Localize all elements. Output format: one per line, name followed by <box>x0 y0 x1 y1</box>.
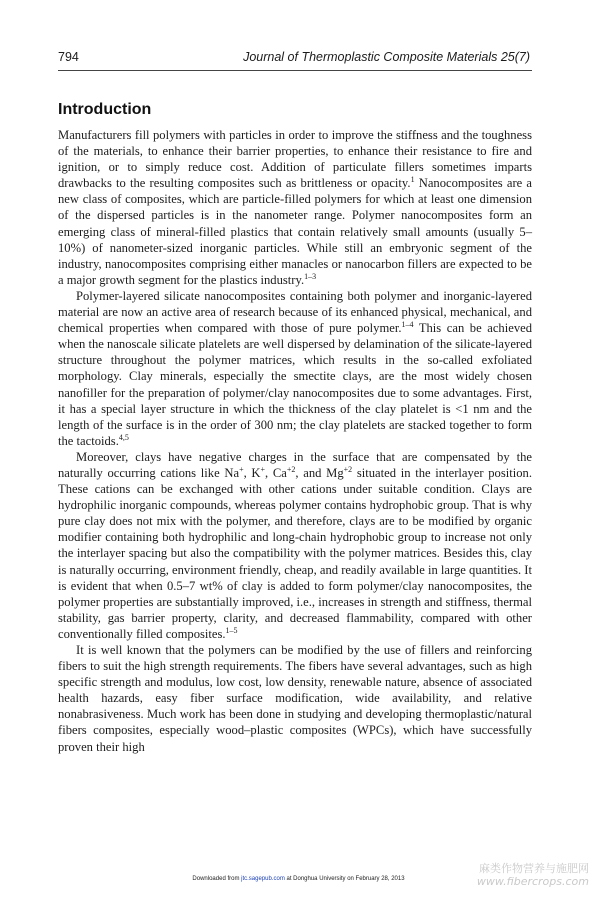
section-title: Introduction <box>58 101 152 118</box>
superscript: + <box>260 464 266 474</box>
paragraph-3 <box>58 449 532 642</box>
site-watermark <box>477 862 589 888</box>
superscript: +2 <box>286 464 296 474</box>
watermark-chinese: 麻类作物营养与施肥网 <box>479 862 589 875</box>
page-number: 794 <box>58 50 79 64</box>
superscript: + <box>239 464 244 474</box>
running-header <box>58 50 530 68</box>
text-run: , Ca <box>265 465 287 480</box>
text-run: , and Mg <box>295 465 344 480</box>
superscript: 1–3 <box>304 271 317 281</box>
paragraph-2 <box>58 288 532 449</box>
superscript: 1–5 <box>225 625 238 635</box>
paragraph-4 <box>58 642 532 755</box>
text-run: Manufacturers fill polymers with particles in order to improve the stiffness and the toughness of the materials, to enhance their barrier properties, to enhance their resistance to fire and ignition, or to simply reduce cost. Addition of particulate fillers sometimes imparts drawbacks to the resulting composites such as brittleness or opacity. <box>58 128 532 191</box>
superscript: +2 <box>343 464 353 474</box>
header-rule <box>58 70 532 71</box>
text-run: Polymer-layered silicate nanocomposites containing both polymer and inorganic-layered material are now an active area of research because of its enhanced physical, mechanical, and chemical properties when compared with those of pure polymer. <box>58 288 532 336</box>
text-run: This can be achieved when the nanoscale silicate platelets are well dispersed by delamination of the silicate-layered structure throughout the polymer matrices, which results in the so-called exfoliated morphology. Clay minerals, especially the smectite clays, are the most widely chosen nanofiller for the preparation of polymer/clay nanocomposites due to some advantages. First, it has a special layer structure in which the thickness of the clay platelet is <1 nm and the length of the surface is in the order of 300 nm; the clay platelets are stacked together to form the tactoids. <box>58 321 532 448</box>
text-run: It is well known that the polymers can be modified by the use of fillers and reinforcing fibers to suit the high strength requirements. The fibers have several advantages, such as high specific strength and modulus, low cost, low density, renewable nature, absence of associated health hazards, easy fiber surface modification, wide availability, and relative nonabrasiveness. Much work has been done in studying and developing thermoplastic/natural fibers composites, especially wood–plastic composites (WPCs), which have successfully proven their high <box>58 643 532 754</box>
footer-link[interactable]: jtc.sagepub.com <box>241 876 285 882</box>
text-run: situated in the interlayer position. These cations can be exchanged with other cations under suitable condition. Clays are hydrophilic inorganic compounds, whereas polymer contains hydrophobic group. That is why pure clay does not mix with the polymer, and therefore, clays are to be modified by organic modifier containing both hydrophilic and long-chain hydrophobic group to increase not only the interlayer spacing but also the compatibility with the polymer matrices. Besides this, clay is naturally occurring, environment friendly, cheap, and readily available in large quantities. It is evident that when 0.5–7 wt% of clay is added to form polymer/clay nanocomposites, the polymer properties are substantially improved, i.e., increases in strength and stiffness, thermal stability, gas barrier property, clarity, and decreased flammability, compared with other conventionally filled composites. <box>58 465 533 641</box>
superscript: 1 <box>410 175 415 185</box>
download-footer: Downloaded from jtc.sagepub.com at Donghua University on February 28, 2013 <box>192 876 405 882</box>
paragraph-1 <box>58 127 532 288</box>
body-text <box>58 127 532 755</box>
text-run: , K <box>243 465 261 480</box>
journal-title: Journal of Thermoplastic Composite Materials 25(7) <box>243 50 530 64</box>
superscript: 1–4 <box>401 320 414 330</box>
watermark-url: www.fibercrops.com <box>476 875 589 888</box>
superscript: 4,5 <box>118 432 129 442</box>
text-run: Nanocomposites are a new class of composites, which are particle-filled polymers for which at least one dimension of the dispersed particles is in the nanometer range. Polymer nanocomposites form an emerging class of mineral-filled plastics that contain relatively small amounts (usually 5–10%) of nanometer-sized inorganic particles. While still an embryonic segment of the industry, nanocomposites comprising either manacles or nanocarbon fillers are expected to be a major growth segment for the plastics industry. <box>58 176 532 287</box>
text-run: Moreover, clays have negative charges in the surface that are compensated by the naturally occurring cations like Na <box>58 449 532 480</box>
